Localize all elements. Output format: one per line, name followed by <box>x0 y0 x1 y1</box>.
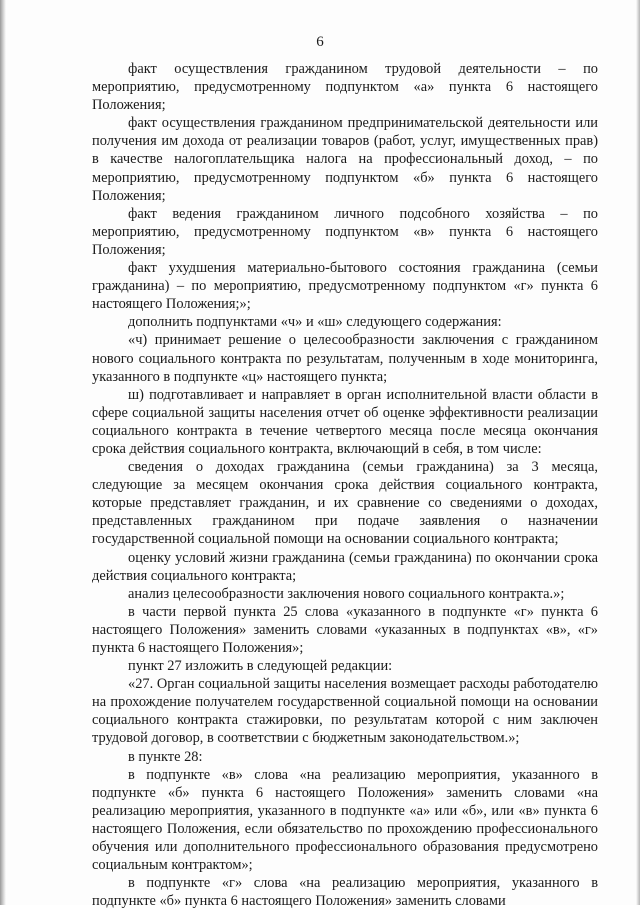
scan-edge-right <box>636 0 640 905</box>
paragraph: пункт 27 изложить в следующей редакции: <box>128 658 393 675</box>
paragraph: в пункте 28: <box>128 748 203 765</box>
paragraph: сведения о доходах гражданина (семьи гражданина) за 3 месяца, следующие за месяцем окончания срока действия социального контракта, которые представляет гражданин, и их сравнение со сведениями о доходах, представленных гражданином при подаче заявления о назначении государственной социальной помощи на основании социального контракта; <box>92 459 598 548</box>
scan-edge-left <box>0 0 6 905</box>
paragraph: факт осуществления гражданином предпринимательской деятельности или получения им дохода от реализации товаров (работ, услуг, имущественных прав) в качестве налогоплательщика налога на профессиональный доход, – по мероприятию, предусмотренному подпунктом «б» пункта 6 настоящего Положения; <box>92 115 598 204</box>
paragraph: «ч) принимает решение о целесообразности заключения с гражданином нового социального контракта по результатам, полученным в ходе мониторинга, указанного в подпункте «ц» настоящего пункта; <box>92 332 598 385</box>
paragraph: оценку условий жизни гражданина (семьи гражданина) по окончании срока действия социального контракта; <box>92 549 598 584</box>
paragraph: в части первой пункта 25 слова «указанного в подпункте «г» пункта 6 настоящего Положения» заменить словами «указанных в подпунктах «в», «г» пункта 6 настоящего Положения»; <box>92 603 598 656</box>
document-body <box>92 60 598 910</box>
paragraph: анализ целесообразности заключения нового социального контракта.»; <box>128 585 565 602</box>
paragraph: «27. Орган социальной защиты населения возмещает расходы работодателю на прохождение получателем государственной социальной помощи на основании социального контракта стажировки, по результатам которой с ним заключен трудовой договор, в соответствии с бюджетным законодательством.»; <box>92 676 598 747</box>
page-number: 6 <box>316 34 324 50</box>
paragraph: в подпункте «г» слова «на реализацию мероприятия, указанного в подпункте «б» пункта 6 настоящего Положения» заменить словами <box>92 875 598 910</box>
paragraph: в подпункте «в» слова «на реализацию мероприятия, указанного в подпункте «б» пункта 6 настоящего Положения» заменить словами «на реализацию мероприятия, указанного в подпункте «а» или «б», или «в» пункта 6 настоящего Положения, если обязательство по прохождению профессионального обучения или дополнительного профессионального образования предусмотрено социальным контрактом»; <box>92 766 598 874</box>
paragraph: факт ведения гражданином личного подсобного хозяйства – по мероприятию, предусмотренному подпунктом «в» пункта 6 настоящего Положения; <box>92 205 598 258</box>
paragraph: факт ухудшения материально-бытового состояния гражданина (семьи гражданина) – по мероприятию, предусмотренному подпунктом «г» пункта 6 настоящего Положения;»; <box>92 260 598 313</box>
paragraph: факт осуществления гражданином трудовой деятельности – по мероприятию, предусмотренному подпунктом «а» пункта 6 настоящего Положения; <box>92 61 598 114</box>
paragraph: дополнить подпунктами «ч» и «ш» следующего содержания: <box>128 314 502 331</box>
paragraph: ш) подготавливает и направляет в орган исполнительной власти области в сфере социальной защиты населения отчет об оценке эффективности реализации социального контракта в течение четвертого месяца после месяца окончания срока действия социального контракта, включающий в себя, в том числе: <box>92 386 598 457</box>
